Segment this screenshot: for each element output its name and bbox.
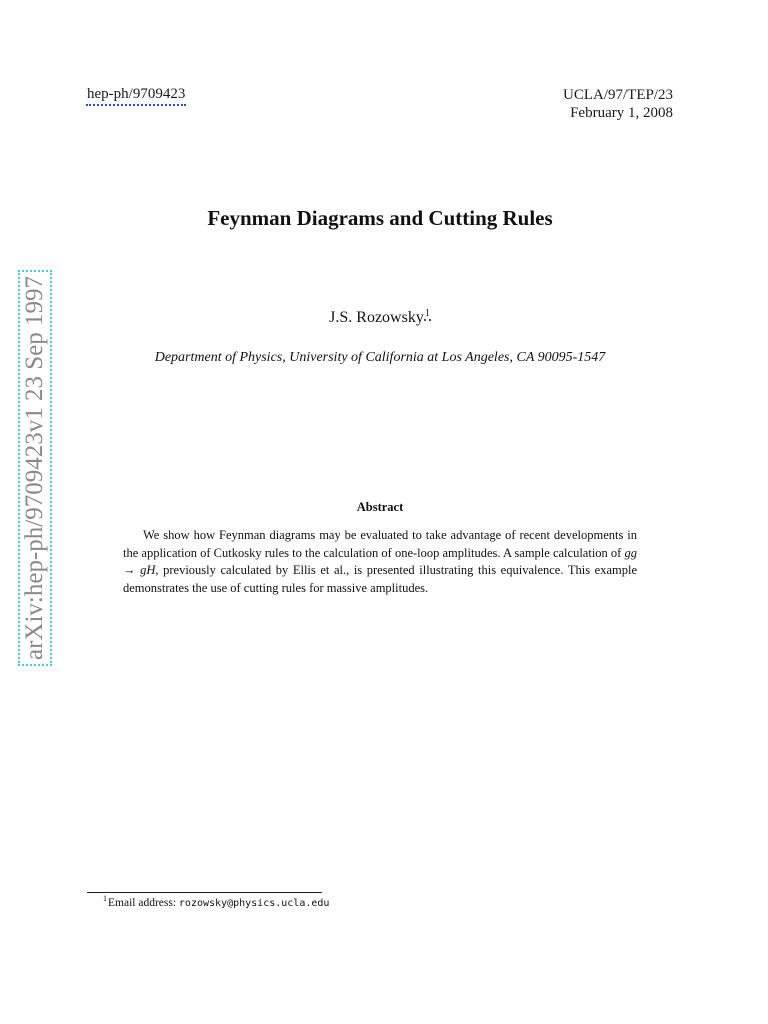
footnote-email: rozowsky@physics.ucla.edu <box>178 898 330 909</box>
footnote-label: Email address: <box>108 897 179 909</box>
abstract-text-part1: We show how Feynman diagrams may be evaluated to take advantage of recent developments in the application of Cutkosky rules to the calculation of one-loop amplitudes. A sample calculation of <box>123 528 637 560</box>
math-arrow: → <box>123 563 136 577</box>
math-gg: gg <box>624 545 637 560</box>
report-number: UCLA/97/TEP/23 <box>562 87 673 103</box>
footnote <box>103 894 330 909</box>
header-right <box>563 86 673 122</box>
footnote-number: 1 <box>103 894 107 904</box>
footnote-rule <box>87 892 322 893</box>
author-line <box>0 309 760 327</box>
affiliation: Department of Physics, University of California at Los Angeles, CA 90095-1547 <box>154 350 606 365</box>
abstract-heading: Abstract <box>356 500 404 514</box>
header-date: February 1, 2008 <box>570 105 673 121</box>
abstract-body <box>123 527 637 597</box>
arxiv-id-link[interactable]: hep-ph/9709423 <box>86 86 186 106</box>
paper-title: Feynman Diagrams and Cutting Rules <box>207 206 553 230</box>
math-gH: gH <box>140 563 156 577</box>
arxiv-side-stamp[interactable]: arXiv:hep-ph/9709423v1 23 Sep 1997 <box>20 272 50 664</box>
author-name: J.S. Rozowsky <box>329 309 424 326</box>
author-footnote-link[interactable]: 1 <box>424 307 430 319</box>
abstract-text-part2: , previously calculated by Ellis et al., is presented illustrating this equivalence. This example demonstrates the use of cutting rules for massive amplitudes. <box>123 563 638 595</box>
